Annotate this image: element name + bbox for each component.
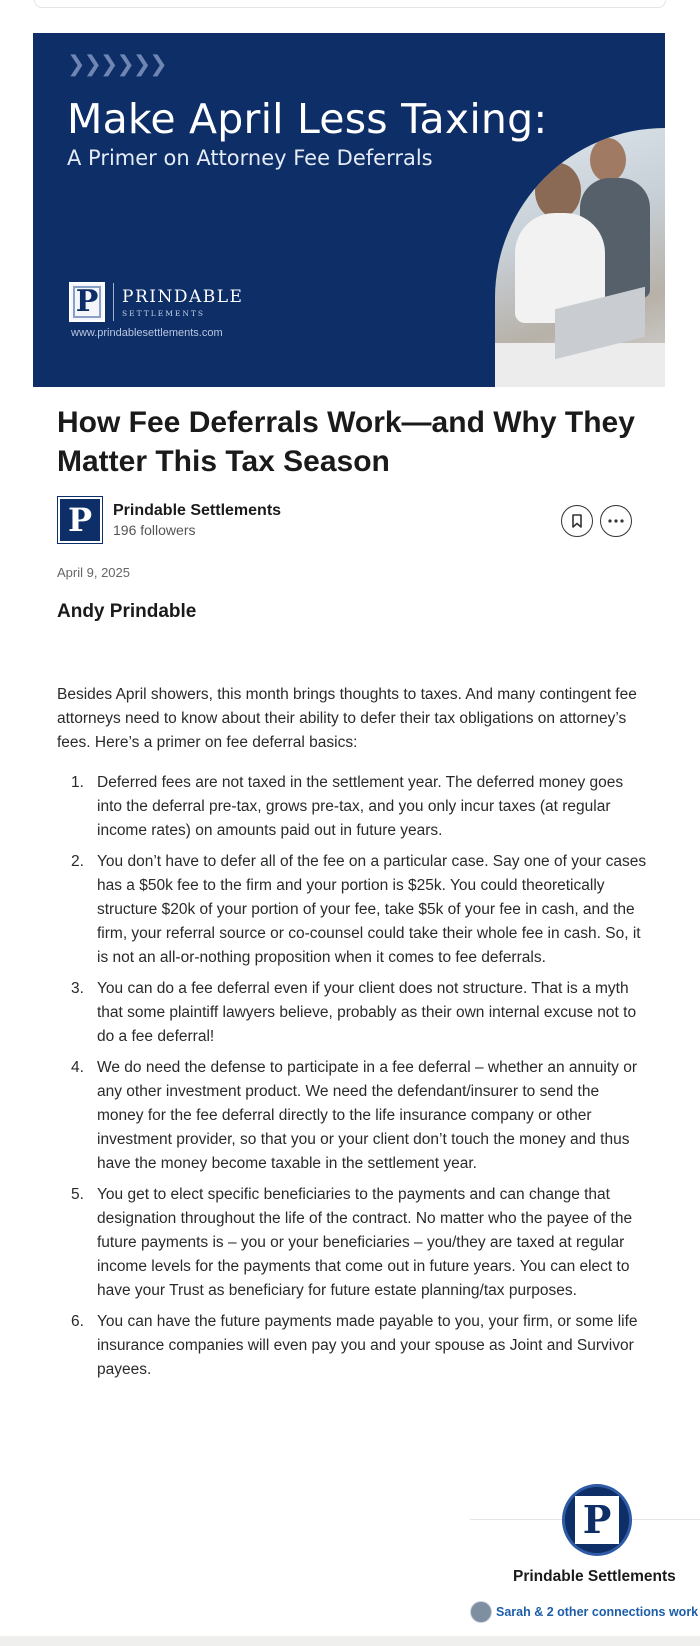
company-name[interactable]: Prindable Settlements — [513, 1568, 676, 1585]
publish-date: April 9, 2025 — [57, 565, 130, 580]
list-item: 5. You get to elect specific beneficiaries to the payments and can change that designation throughout the life of the contract. No matter who the payee of the future payments is – you or your beneficiaries – you/they are taxed at regular income levels for the payments that come out in future years. You can elect to have your Trust as beneficiary for future estate planning/tax purposes. — [71, 1186, 633, 1299]
list-item: 1. Deferred fees are not taxed in the settlement year. The deferred money goes into the deferral pre-tax, grows pre-tax, and you only incur taxes (at regular income rates) on amounts paid out in future years. — [71, 774, 624, 839]
connections-link[interactable]: Sarah & 2 other connections work — [496, 1605, 699, 1619]
logo-divider — [113, 283, 114, 321]
banner-title: Make April Less Taxing: — [67, 95, 548, 143]
list-item: 2. You don’t have to defer all of the fee on a particular case. Say one of your cases has a $50k fee to the firm and your portion is $25k. You could theoretically structure $20k of your portion of your fee, take $5k of your fee in cash, and the firm, your referral source or co-counsel could take their whole fee in cash. So, it is not an all-or-nothing proposition when it comes to fee deferrals. — [71, 853, 647, 966]
more-icon — [608, 519, 624, 523]
article-points-list — [57, 771, 647, 1389]
article-title: How Fee Deferrals Work—and Why They Matter This Tax Season — [57, 406, 635, 478]
company-logo[interactable]: P — [562, 1484, 632, 1556]
author-name[interactable]: Andy Prindable — [57, 601, 197, 622]
bookmark-icon — [571, 514, 583, 528]
banner-url: www.prindablesettlements.com — [71, 327, 223, 339]
article-cover-image — [33, 33, 665, 387]
follower-count: 196 followers — [113, 522, 196, 538]
publisher-name[interactable]: Prindable Settlements — [113, 502, 282, 519]
list-item: 3. You can do a fee deferral even if your client does not structure. That is a myth that some plaintiff lawyers believe, probably as their own internal excuse not to do a fee deferral! — [71, 980, 637, 1045]
chevron-decoration-icon: ❯ ❯ ❯ ❯ ❯ ❯ — [67, 52, 164, 77]
list-item: 6. You can have the future payments made payable to you, your firm, or some life insurance companies will even pay you and your spouse as Joint and Survivor payees. — [71, 1313, 638, 1378]
publisher-row — [57, 496, 635, 544]
previous-card-edge — [34, 0, 666, 8]
article-intro: Besides April showers, this month brings thoughts to taxes. And many contingent fee attorneys need to know about their ability to defer their tax obligations on attorney’s fees. Here’s a primer on fee deferral basics: — [57, 686, 637, 751]
publisher-avatar[interactable]: P — [57, 496, 103, 544]
banner-logo — [69, 282, 243, 322]
banner-subtitle: A Primer on Attorney Fee Deferrals — [67, 146, 433, 170]
save-button[interactable] — [561, 505, 593, 537]
connection-avatar — [470, 1601, 492, 1623]
logo-mark: P — [69, 282, 105, 322]
logo-tagline: SETTLEMENTS — [122, 308, 206, 318]
more-options-button[interactable] — [600, 505, 632, 537]
list-item: 4. We do need the defense to participate in a fee deferral – whether an annuity or any other investment product. We need the defendant/insurer to send the money for the fee deferral directly to the life insurance company or other investment provider, so that you or your client don’t touch the money and thus have the money become taxable in the settlement year. — [71, 1059, 637, 1172]
connections-row[interactable] — [470, 1601, 698, 1623]
page-bottom-bar — [0, 1636, 700, 1646]
office-photo — [495, 128, 665, 387]
logo-name: PRINDABLE — [122, 286, 244, 307]
